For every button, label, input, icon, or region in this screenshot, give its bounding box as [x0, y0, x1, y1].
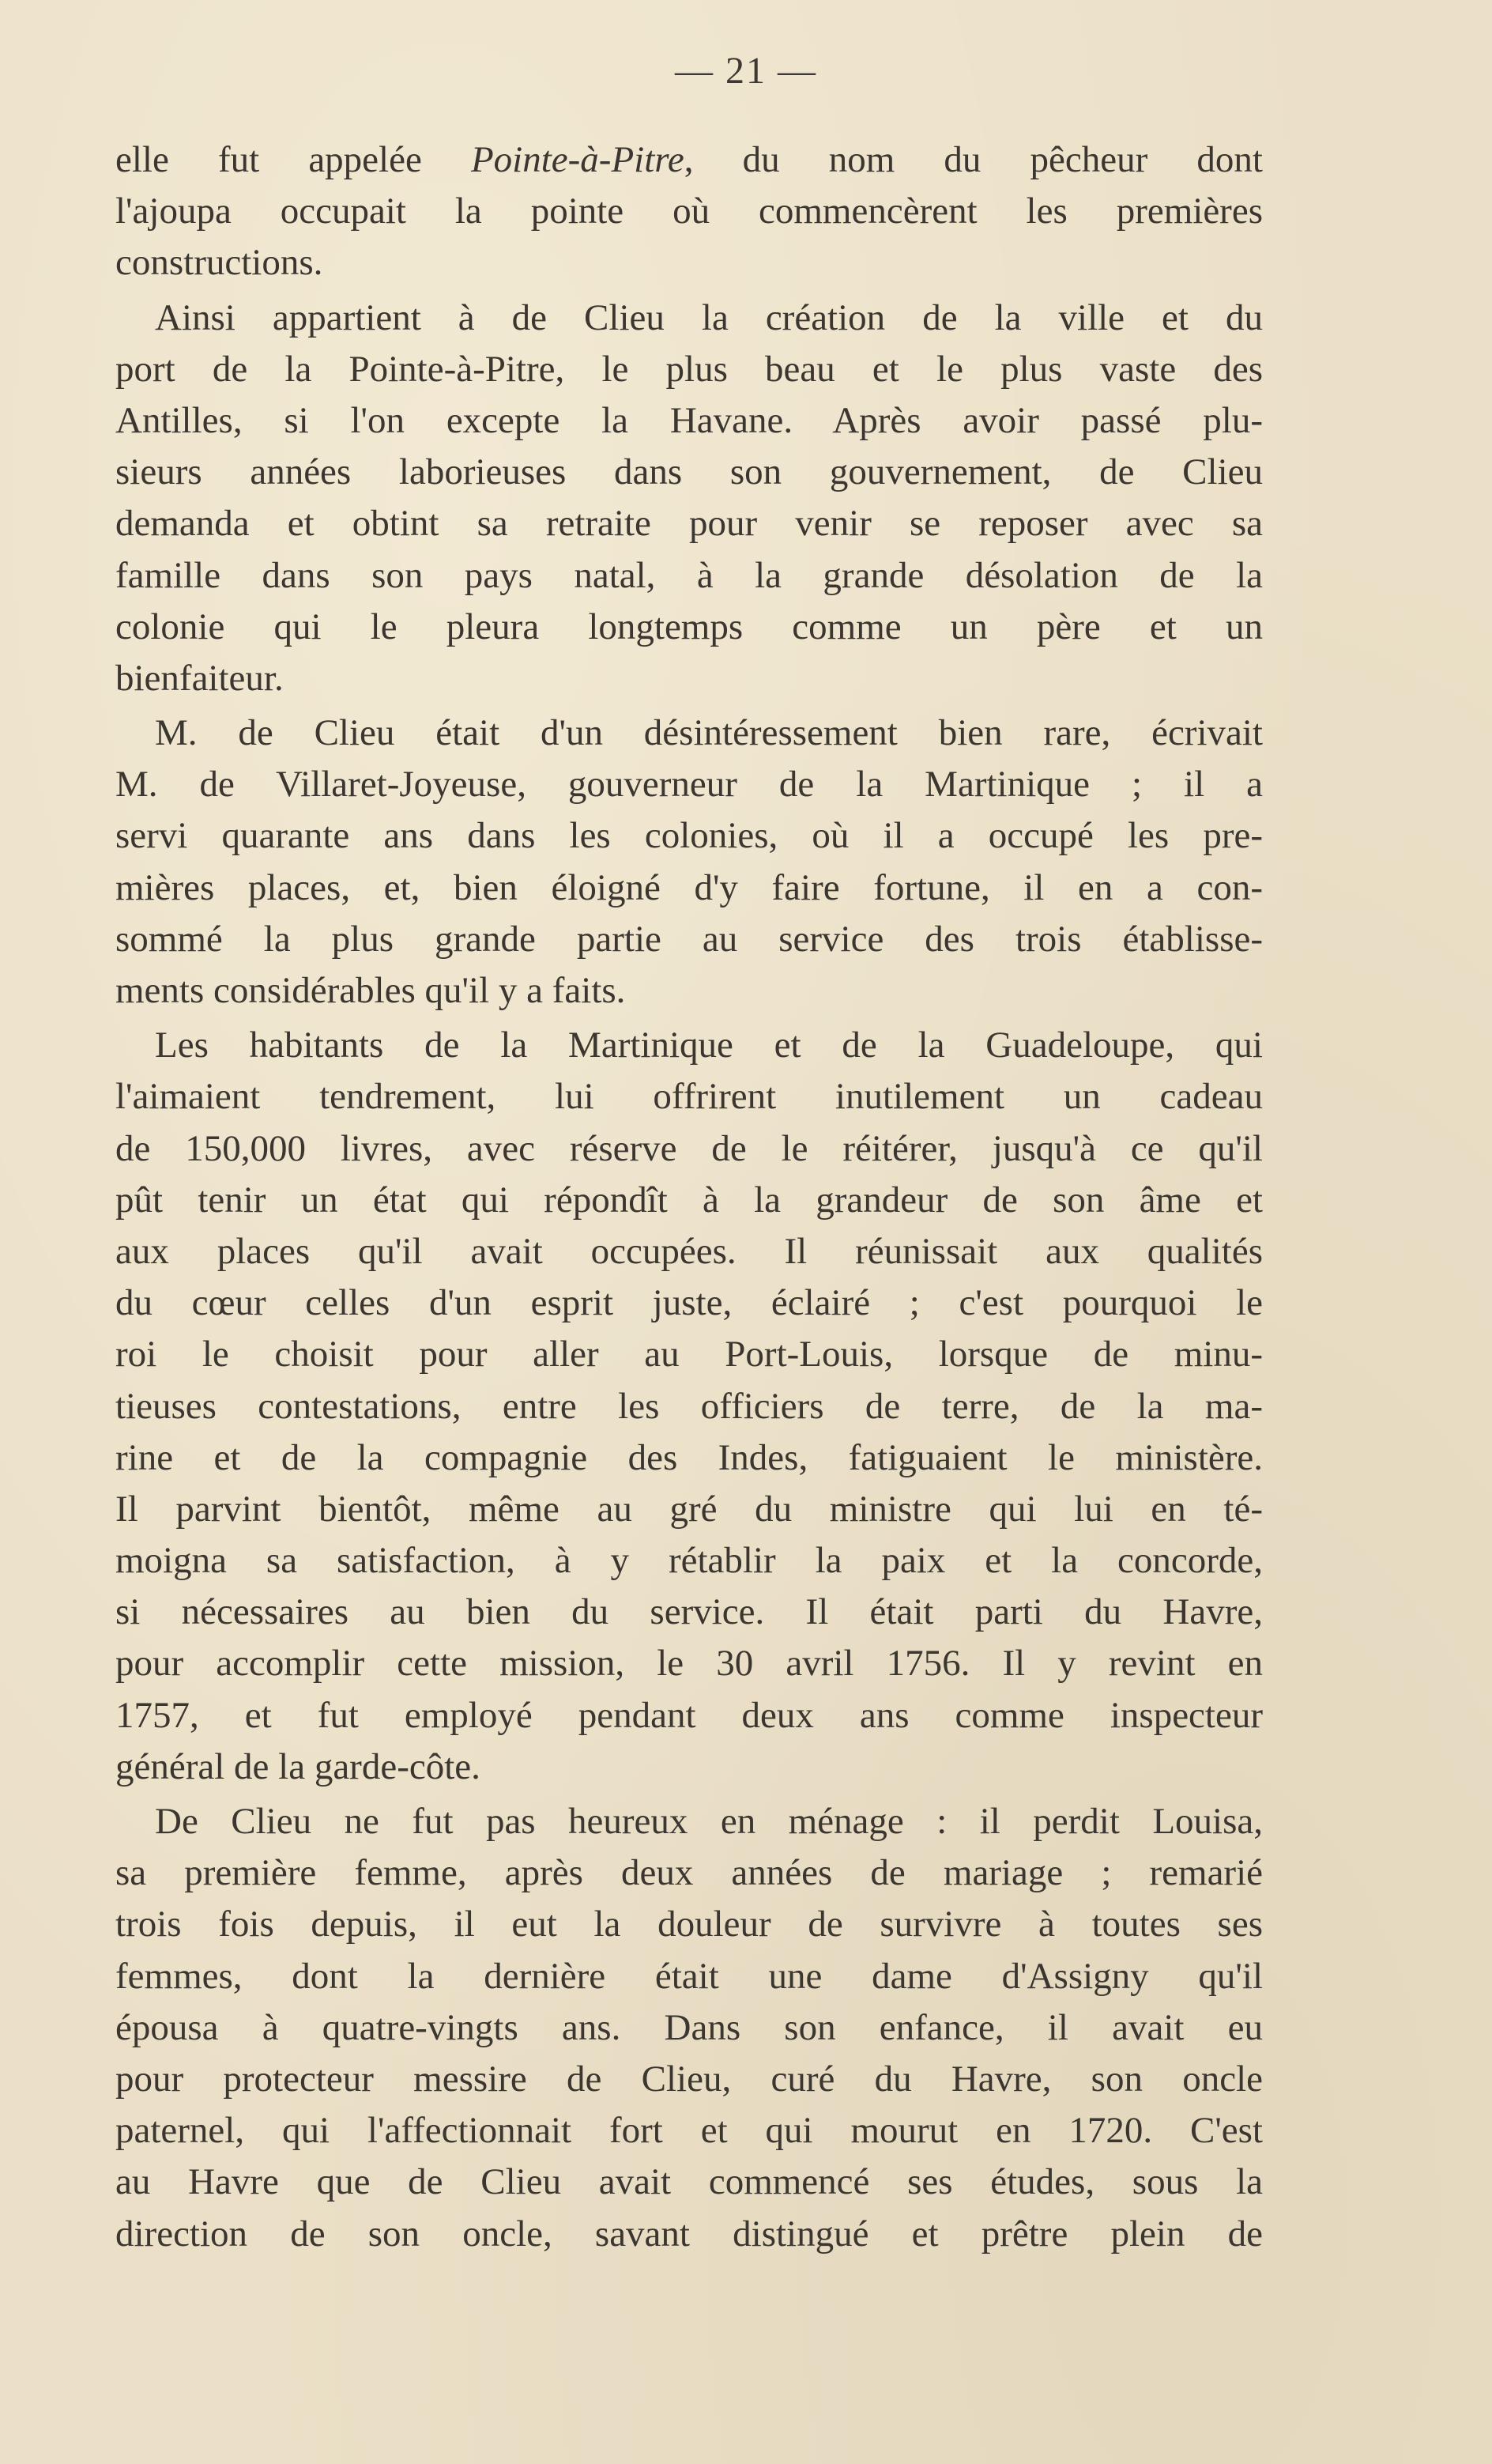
text-line: Les habitants de la Martinique et de la Guadeloupe, qui — [155, 1024, 1263, 1066]
text-line: servi quarante ans dans les colonies, où il a occupé les pre- — [115, 815, 1263, 857]
text-line: Ainsi appartient à de Clieu la création de la ville et du — [155, 296, 1263, 338]
paragraph — [115, 1796, 1263, 2260]
paragraph — [115, 134, 1263, 289]
paragraph — [115, 292, 1263, 705]
text-line: mières places, et, bien éloigné d'y faire fortune, il en a con- — [115, 866, 1263, 908]
text-line: colonie qui le pleura longtemps comme un père et un — [115, 606, 1263, 647]
text-line: trois fois depuis, il eut la douleur de survivre à toutes ses — [115, 1904, 1263, 1945]
text-line: du cœur celles d'un esprit juste, éclairé ; c'est pourquoi le — [115, 1282, 1263, 1324]
text-line: femmes, dont la dernière était une dame d'Assigny qu'il — [115, 1955, 1263, 1997]
text-line: de 150,000 livres, avec réserve de le réitérer, jusqu'à ce qu'il — [115, 1127, 1263, 1169]
text-line: moigna sa satisfaction, à y rétablir la paix et la concorde, — [115, 1540, 1263, 1582]
text-line: sa première femme, après deux années de mariage ; remarié — [115, 1852, 1263, 1894]
text-line: sommé la plus grande partie au service des trois établisse- — [115, 918, 1263, 960]
text-line: direction de son oncle, savant distingué et prêtre plein de — [115, 2213, 1263, 2255]
text-line: demanda et obtint sa retraite pour venir se reposer avec sa — [115, 503, 1263, 545]
italic-place-name: Pointe-à-Pitre — [470, 139, 684, 180]
body-text — [115, 134, 1263, 2260]
paragraph — [115, 708, 1263, 1017]
paragraph — [115, 1020, 1263, 1793]
text-line: 1757, et fut employé pendant deux ans comme inspecteur — [115, 1694, 1263, 1736]
text-line: constructions. — [115, 242, 323, 284]
text-line: pour protecteur messire de Clieu, curé du Havre, son oncle — [115, 2058, 1263, 2100]
text-line: De Clieu ne fut pas heureux en ménage : il perdit Louisa, — [155, 1801, 1263, 1842]
text-line: ments considérables qu'il y a faits. — [115, 970, 626, 1011]
text-line: port de la Pointe-à-Pitre, le plus beau et le plus vaste des — [115, 348, 1263, 390]
text-line: au Havre que de Clieu avait commencé ses études, sous la — [115, 2161, 1263, 2203]
text-line: l'ajoupa occupait la pointe où commencèrent les premières — [115, 191, 1263, 232]
text-line: Antilles, si l'on excepte la Havane. Après avoir passé plu- — [115, 399, 1263, 441]
text-line — [115, 134, 1263, 186]
text-line: Il parvint bientôt, même au gré du ministre qui lui en té- — [115, 1488, 1263, 1530]
text-line: paternel, qui l'affectionnait fort et qui mourut en 1720. C'est — [115, 2110, 1263, 2152]
page-number: — 21 — — [675, 50, 817, 92]
text-line: épousa à quatre-vingts ans. Dans son enfance, il avait eu — [115, 2006, 1263, 2048]
text-line: pour accomplir cette mission, le 30 avril 1756. Il y revint en — [115, 1643, 1263, 1685]
text-line-content: elle fut appelée Pointe-à-Pitre, du nom du pêcheur dont — [115, 139, 1263, 180]
text-line: roi le choisit pour aller au Port-Louis, lorsque de minu- — [115, 1334, 1263, 1375]
text-line: pût tenir un état qui répondît à la grandeur de son âme et — [115, 1179, 1263, 1221]
text-line: l'aimaient tendrement, lui offrirent inutilement un cadeau — [115, 1076, 1263, 1118]
text-line: si nécessaires au bien du service. Il était parti du Havre, — [115, 1591, 1263, 1633]
text-line: bienfaiteur. — [115, 657, 284, 699]
text-line: sieurs années laborieuses dans son gouvernement, de Clieu — [115, 451, 1263, 493]
text-line: M. de Villaret-Joyeuse, gouverneur de la Martinique ; il a — [115, 764, 1263, 806]
text-line: rine et de la compagnie des Indes, fatiguaient le ministère. — [115, 1436, 1263, 1478]
text-line: général de la garde-côte. — [115, 1745, 480, 1787]
text-line: M. de Clieu était d'un désintéressement bien rare, écrivait — [155, 712, 1263, 754]
text-line: aux places qu'il avait occupées. Il réunissait aux qualités — [115, 1230, 1263, 1272]
text-line: famille dans son pays natal, à la grande désolation de la — [115, 554, 1263, 596]
text-line: tieuses contestations, entre les officiers de terre, de la ma- — [115, 1385, 1263, 1427]
